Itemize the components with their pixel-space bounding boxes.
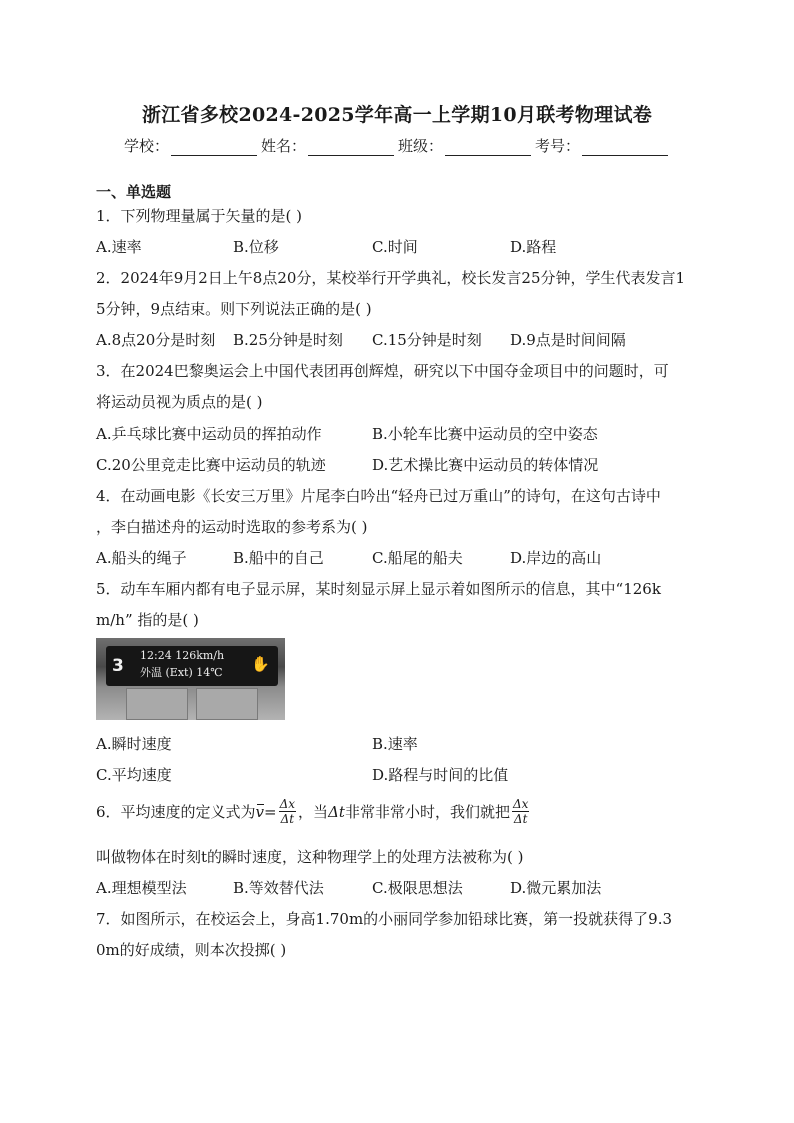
q2-option-b: B.25分钟是时刻 [233, 331, 343, 349]
school-label: 学校： [124, 137, 170, 155]
q4-option-a: A.船头的绳子 [96, 549, 187, 567]
q3-option-c: C.20公里竞走比赛中运动员的轨迹 [96, 456, 326, 474]
q6-mid: ，当 [298, 803, 329, 821]
q6-option-d: D.微元累加法 [510, 879, 602, 897]
q4-option-c: C.船尾的船夫 [372, 549, 463, 567]
question-2-line2: 5分钟，9点结束。则下列说法正确的是( ) [96, 300, 372, 318]
q1-option-b: B.位移 [233, 238, 279, 256]
q4-option-b: B.船中的自己 [233, 549, 324, 567]
class-field[interactable] [445, 139, 531, 156]
q5-option-a: A.瞬时速度 [96, 735, 172, 753]
time-speed-readout: 12:24 126km/h [140, 649, 225, 662]
q5-option-c: C.平均速度 [96, 766, 172, 784]
q6-delta-t: Δt [328, 802, 345, 821]
question-6-line2: 叫做物体在时刻t的瞬时速度，这种物理学上的处理方法被称为( ) [96, 848, 524, 866]
class-label: 班级： [398, 137, 444, 155]
question-5-line1: 5．动车车厢内都有电子显示屏，某时刻显示屏上显示着如图所示的信息，其中“126k [96, 580, 661, 598]
q2-option-a: A.8点20分是时刻 [96, 331, 216, 349]
question-3-line2: 将运动员视为质点的是( ) [96, 393, 263, 411]
question-4-line1: 4．在动画电影《长安三万里》片尾李白吟出“轻舟已过万重山”的诗句，在这句古诗中 [96, 487, 661, 505]
school-field[interactable] [171, 139, 257, 156]
door-right [196, 688, 258, 720]
fraction-numerator-2: Δx [512, 797, 529, 811]
question-7-line1: 7．如图所示，在校运会上，身高1.70m的小丽同学参加铅球比赛，第一投就获得了9.3 [96, 910, 673, 928]
q6-option-c: C.极限思想法 [372, 879, 463, 897]
v-bar-symbol: v [255, 802, 265, 821]
q4-option-d: D.岸边的高山 [510, 549, 602, 567]
student-info-row [124, 135, 672, 156]
q5-option-d: D.路程与时间的比值 [372, 766, 509, 784]
question-6-line1 [96, 797, 531, 826]
section-heading: 一、单选题 [96, 183, 172, 201]
name-label: 姓名： [261, 137, 307, 155]
number-label: 考号： [535, 137, 581, 155]
question-5-line2: m/h” 指的是( ) [96, 611, 199, 629]
q6-mid2: 非常非常小时，我们就把 [344, 803, 510, 821]
q5-option-b: B.速率 [372, 735, 418, 753]
hand-icon: ✋ [251, 655, 270, 673]
q1-option-c: C.时间 [372, 238, 418, 256]
name-field[interactable] [308, 139, 394, 156]
q3-option-a: A.乒乓球比赛中运动员的挥拍动作 [96, 425, 322, 443]
question-2-line1: 2．2024年9月2日上午8点20分，某校举行开学典礼，校长发言25分钟，学生代表发言1 [96, 269, 686, 287]
q6-option-b: B.等效替代法 [233, 879, 324, 897]
question-3-line1: 3．在2024巴黎奥运会上中国代表团再创辉煌，研究以下中国夺金项目中的问题时，可 [96, 362, 669, 380]
q2-option-c: C.15分钟是时刻 [372, 331, 482, 349]
car-number: 3 [112, 656, 124, 676]
led-display [106, 646, 278, 686]
question-1-text: 1．下列物理量属于矢量的是( ) [96, 207, 303, 225]
q3-option-d: D.艺术操比赛中运动员的转体情况 [372, 456, 599, 474]
q6-equals: = [264, 802, 277, 821]
train-display-photo [96, 638, 285, 720]
q1-option-d: D.路程 [510, 238, 557, 256]
temperature-readout: 外温 (Ext) 14℃ [140, 666, 223, 679]
q6-option-a: A.理想模型法 [96, 879, 187, 897]
number-field[interactable] [582, 139, 668, 156]
door-left [126, 688, 188, 720]
q2-option-d: D.9点是时间间隔 [510, 331, 626, 349]
fraction-numerator: Δx [279, 797, 296, 811]
question-7-line2: 0m的好成绩，则本次投掷( ) [96, 941, 287, 959]
fraction-dx-dt-2 [512, 797, 529, 826]
q6-prefix: 6．平均速度的定义式为 [96, 803, 256, 821]
question-4-line2: ，李白描述舟的运动时选取的参考系为( ) [96, 518, 368, 536]
q1-option-a: A.速率 [96, 238, 142, 256]
fraction-denominator-2: Δt [513, 812, 528, 826]
fraction-denominator: Δt [280, 812, 295, 826]
fraction-dx-dt [279, 797, 296, 826]
q3-option-b: B.小轮车比赛中运动员的空中姿态 [372, 425, 598, 443]
page-title: 浙江省多校2024-2025学年高一上学期10月联考物理试卷 [141, 104, 653, 126]
